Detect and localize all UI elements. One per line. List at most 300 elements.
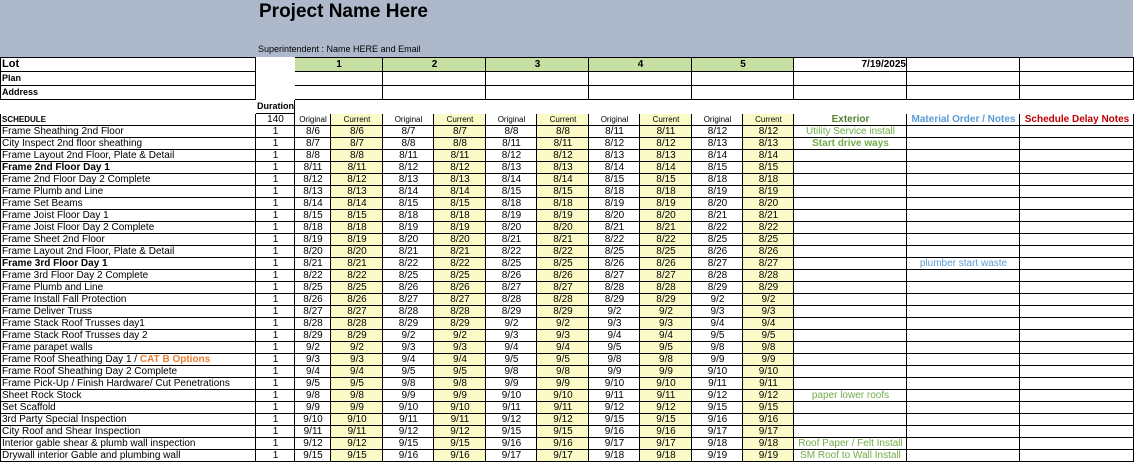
current-date-cell[interactable]: 9/17	[743, 426, 794, 438]
lot-4[interactable]: 4	[589, 58, 692, 72]
duration-cell[interactable]: 1	[256, 438, 295, 450]
original-date-cell[interactable]: 9/16	[383, 450, 434, 462]
duration-cell[interactable]: 1	[256, 294, 295, 306]
current-date-cell[interactable]: 8/19	[640, 198, 692, 210]
exterior-note[interactable]	[794, 318, 907, 330]
duration-cell[interactable]: 1	[256, 402, 295, 414]
exterior-note[interactable]	[794, 306, 907, 318]
delay-note[interactable]	[1020, 198, 1134, 210]
material-note[interactable]	[907, 318, 1020, 330]
original-date-cell[interactable]: 8/11	[589, 126, 640, 138]
task-name[interactable]	[1, 426, 256, 438]
current-date-cell[interactable]: 8/12	[434, 162, 486, 174]
lot-3[interactable]: 3	[486, 58, 589, 72]
original-date-cell[interactable]: 8/13	[383, 174, 434, 186]
original-date-cell[interactable]: 8/28	[589, 282, 640, 294]
current-date-cell[interactable]: 8/13	[537, 162, 589, 174]
original-date-cell[interactable]: 9/10	[383, 402, 434, 414]
original-date-cell[interactable]: 8/18	[692, 174, 743, 186]
task-name[interactable]	[1, 198, 256, 210]
current-date-cell[interactable]: 8/21	[434, 246, 486, 258]
current-date-cell[interactable]: 8/11	[434, 150, 486, 162]
original-date-cell[interactable]: 9/10	[692, 366, 743, 378]
current-date-cell[interactable]: 8/12	[331, 174, 383, 186]
original-date-cell[interactable]: 9/18	[692, 438, 743, 450]
original-date-cell[interactable]: 8/29	[692, 282, 743, 294]
current-date-cell[interactable]: 9/8	[640, 354, 692, 366]
original-date-cell[interactable]: 8/22	[589, 234, 640, 246]
exterior-note[interactable]	[794, 270, 907, 282]
delay-note[interactable]	[1020, 426, 1134, 438]
original-date-cell[interactable]: 8/22	[295, 270, 331, 282]
exterior-note[interactable]	[794, 342, 907, 354]
original-date-cell[interactable]: 8/18	[383, 210, 434, 222]
exterior-note[interactable]	[794, 186, 907, 198]
exterior-note[interactable]	[794, 222, 907, 234]
delay-note[interactable]	[1020, 258, 1134, 270]
original-date-cell[interactable]: 8/19	[692, 186, 743, 198]
current-date-cell[interactable]: 9/4	[434, 354, 486, 366]
current-col-header[interactable]: Current	[434, 114, 486, 126]
duration-cell[interactable]: 1	[256, 450, 295, 462]
current-date-cell[interactable]: 9/2	[743, 294, 794, 306]
task-name[interactable]	[1, 282, 256, 294]
current-date-cell[interactable]: 8/28	[434, 306, 486, 318]
original-date-cell[interactable]: 9/19	[692, 450, 743, 462]
exterior-note[interactable]	[794, 258, 907, 270]
material-note[interactable]	[907, 414, 1020, 426]
original-date-cell[interactable]: 9/9	[692, 354, 743, 366]
exterior-note[interactable]	[794, 174, 907, 186]
current-date-cell[interactable]: 8/20	[434, 234, 486, 246]
duration-cell[interactable]: 1	[256, 366, 295, 378]
exterior-note[interactable]: Utility Service install	[794, 126, 907, 138]
current-date-cell[interactable]: 8/27	[537, 282, 589, 294]
delay-note[interactable]	[1020, 402, 1134, 414]
task-name[interactable]	[1, 294, 256, 306]
original-date-cell[interactable]: 8/14	[692, 150, 743, 162]
original-date-cell[interactable]: 9/8	[486, 366, 537, 378]
original-date-cell[interactable]: 8/8	[486, 126, 537, 138]
current-date-cell[interactable]: 8/19	[434, 222, 486, 234]
current-date-cell[interactable]: 8/14	[743, 150, 794, 162]
task-name[interactable]	[1, 150, 256, 162]
material-note[interactable]	[907, 342, 1020, 354]
original-date-cell[interactable]: 9/9	[295, 402, 331, 414]
original-col-header[interactable]: Original	[589, 114, 640, 126]
duration-cell[interactable]: 1	[256, 138, 295, 150]
current-date-cell[interactable]: 8/18	[331, 222, 383, 234]
original-date-cell[interactable]: 8/22	[486, 246, 537, 258]
current-date-cell[interactable]: 8/7	[331, 138, 383, 150]
current-date-cell[interactable]: 8/25	[434, 270, 486, 282]
exterior-note[interactable]: paper lower roofs	[794, 390, 907, 402]
lot-5[interactable]: 5	[692, 58, 794, 72]
exterior-note[interactable]	[794, 378, 907, 390]
current-date-cell[interactable]: 8/11	[640, 126, 692, 138]
current-date-cell[interactable]: 9/5	[434, 366, 486, 378]
current-date-cell[interactable]: 8/22	[743, 222, 794, 234]
current-date-cell[interactable]: 8/15	[743, 162, 794, 174]
original-date-cell[interactable]: 9/17	[486, 450, 537, 462]
current-date-cell[interactable]: 8/14	[640, 162, 692, 174]
original-date-cell[interactable]: 9/11	[295, 426, 331, 438]
delay-note[interactable]	[1020, 438, 1134, 450]
exterior-col-header[interactable]: Exterior	[794, 114, 907, 126]
current-date-cell[interactable]: 9/10	[434, 402, 486, 414]
original-date-cell[interactable]: 9/12	[383, 426, 434, 438]
original-date-cell[interactable]: 8/19	[486, 210, 537, 222]
current-date-cell[interactable]: 9/10	[640, 378, 692, 390]
current-date-cell[interactable]: 9/2	[640, 306, 692, 318]
exterior-note[interactable]	[794, 354, 907, 366]
original-date-cell[interactable]: 8/20	[692, 198, 743, 210]
current-date-cell[interactable]: 8/14	[434, 186, 486, 198]
current-date-cell[interactable]: 8/27	[743, 258, 794, 270]
duration-cell[interactable]: 1	[256, 426, 295, 438]
original-col-header[interactable]: Original	[486, 114, 537, 126]
original-date-cell[interactable]: 8/21	[692, 210, 743, 222]
delay-note[interactable]	[1020, 210, 1134, 222]
original-date-cell[interactable]: 9/2	[589, 306, 640, 318]
current-date-cell[interactable]: 9/12	[434, 426, 486, 438]
lot-label[interactable]: Lot	[1, 58, 256, 72]
current-date-cell[interactable]: 8/8	[537, 126, 589, 138]
current-date-cell[interactable]: 8/14	[537, 174, 589, 186]
material-note[interactable]	[907, 366, 1020, 378]
current-date-cell[interactable]: 9/8	[537, 366, 589, 378]
task-name[interactable]	[1, 414, 256, 426]
original-date-cell[interactable]: 8/13	[589, 150, 640, 162]
lot-2[interactable]: 2	[383, 58, 486, 72]
original-date-cell[interactable]: 8/22	[692, 222, 743, 234]
current-date-cell[interactable]: 9/8	[434, 378, 486, 390]
task-name[interactable]	[1, 354, 256, 366]
current-date-cell[interactable]: 9/15	[743, 402, 794, 414]
current-date-cell[interactable]: 8/26	[434, 282, 486, 294]
original-date-cell[interactable]: 8/19	[295, 234, 331, 246]
material-note[interactable]	[907, 390, 1020, 402]
delay-note[interactable]	[1020, 186, 1134, 198]
original-date-cell[interactable]: 8/29	[295, 330, 331, 342]
original-date-cell[interactable]: 8/26	[486, 270, 537, 282]
original-date-cell[interactable]: 9/8	[295, 390, 331, 402]
task-name[interactable]	[1, 234, 256, 246]
duration-cell[interactable]: 1	[256, 174, 295, 186]
delay-note[interactable]	[1020, 126, 1134, 138]
current-date-cell[interactable]: 8/12	[640, 138, 692, 150]
original-date-cell[interactable]: 9/2	[692, 294, 743, 306]
duration-cell[interactable]: 1	[256, 270, 295, 282]
current-date-cell[interactable]: 9/18	[743, 438, 794, 450]
exterior-note[interactable]: Roof Paper / Felt Install	[794, 438, 907, 450]
original-date-cell[interactable]: 8/7	[383, 126, 434, 138]
current-date-cell[interactable]: 8/28	[537, 294, 589, 306]
original-date-cell[interactable]: 9/8	[383, 378, 434, 390]
material-note[interactable]	[907, 438, 1020, 450]
original-date-cell[interactable]: 8/25	[295, 282, 331, 294]
original-date-cell[interactable]: 8/11	[295, 162, 331, 174]
current-date-cell[interactable]: 9/12	[537, 414, 589, 426]
current-date-cell[interactable]: 8/19	[331, 234, 383, 246]
lot-1[interactable]: 1	[295, 58, 383, 72]
current-date-cell[interactable]: 9/2	[331, 342, 383, 354]
current-date-cell[interactable]: 9/5	[331, 378, 383, 390]
original-date-cell[interactable]: 8/21	[589, 222, 640, 234]
original-date-cell[interactable]: 9/5	[383, 366, 434, 378]
original-date-cell[interactable]: 8/7	[295, 138, 331, 150]
current-date-cell[interactable]: 9/19	[743, 450, 794, 462]
duration-cell[interactable]: 1	[256, 198, 295, 210]
original-date-cell[interactable]: 8/14	[589, 162, 640, 174]
current-date-cell[interactable]: 8/22	[640, 234, 692, 246]
current-date-cell[interactable]: 8/20	[537, 222, 589, 234]
exterior-note[interactable]	[794, 414, 907, 426]
delay-note[interactable]	[1020, 318, 1134, 330]
current-date-cell[interactable]: 8/19	[743, 186, 794, 198]
exterior-note[interactable]	[794, 294, 907, 306]
material-note[interactable]	[907, 378, 1020, 390]
current-date-cell[interactable]: 9/12	[743, 390, 794, 402]
material-note[interactable]	[907, 234, 1020, 246]
current-date-cell[interactable]: 9/16	[640, 426, 692, 438]
delay-note[interactable]	[1020, 306, 1134, 318]
original-date-cell[interactable]: 8/27	[589, 270, 640, 282]
current-date-cell[interactable]: 8/20	[743, 198, 794, 210]
current-date-cell[interactable]: 8/26	[331, 294, 383, 306]
task-name[interactable]	[1, 126, 256, 138]
current-date-cell[interactable]: 8/20	[640, 210, 692, 222]
current-col-header[interactable]: Current	[331, 114, 383, 126]
delay-note[interactable]	[1020, 342, 1134, 354]
current-date-cell[interactable]: 8/7	[434, 126, 486, 138]
task-name[interactable]	[1, 378, 256, 390]
current-date-cell[interactable]: 8/22	[331, 270, 383, 282]
current-date-cell[interactable]: 9/10	[743, 366, 794, 378]
task-name[interactable]	[1, 162, 256, 174]
original-date-cell[interactable]: 8/28	[383, 306, 434, 318]
current-date-cell[interactable]: 8/6	[331, 126, 383, 138]
current-date-cell[interactable]: 8/21	[537, 234, 589, 246]
original-date-cell[interactable]: 9/12	[692, 390, 743, 402]
delay-note[interactable]	[1020, 270, 1134, 282]
task-name[interactable]	[1, 450, 256, 462]
material-note[interactable]	[907, 282, 1020, 294]
original-date-cell[interactable]: 8/12	[383, 162, 434, 174]
current-date-cell[interactable]: 9/4	[331, 366, 383, 378]
duration-cell[interactable]: 1	[256, 162, 295, 174]
current-col-header[interactable]: Current	[537, 114, 589, 126]
original-date-cell[interactable]: 8/27	[692, 258, 743, 270]
delay-note[interactable]	[1020, 222, 1134, 234]
original-date-cell[interactable]: 8/12	[295, 174, 331, 186]
material-note[interactable]	[907, 354, 1020, 366]
original-col-header[interactable]: Original	[295, 114, 331, 126]
current-date-cell[interactable]: 8/21	[331, 258, 383, 270]
original-date-cell[interactable]: 9/4	[486, 342, 537, 354]
material-note[interactable]	[907, 246, 1020, 258]
original-date-cell[interactable]: 8/18	[295, 222, 331, 234]
original-date-cell[interactable]: 8/19	[383, 222, 434, 234]
duration-cell[interactable]: 1	[256, 258, 295, 270]
original-date-cell[interactable]: 8/15	[486, 186, 537, 198]
original-date-cell[interactable]: 9/3	[589, 318, 640, 330]
task-name[interactable]	[1, 246, 256, 258]
current-date-cell[interactable]: 8/12	[743, 126, 794, 138]
current-date-cell[interactable]: 8/13	[434, 174, 486, 186]
original-date-cell[interactable]: 8/6	[295, 126, 331, 138]
original-date-cell[interactable]: 8/15	[295, 210, 331, 222]
delay-note[interactable]	[1020, 330, 1134, 342]
current-date-cell[interactable]: 8/12	[537, 150, 589, 162]
original-date-cell[interactable]: 8/25	[589, 246, 640, 258]
material-note[interactable]	[907, 450, 1020, 462]
delay-note[interactable]	[1020, 450, 1134, 462]
original-date-cell[interactable]: 9/4	[692, 318, 743, 330]
current-date-cell[interactable]: 8/29	[743, 282, 794, 294]
original-date-cell[interactable]: 9/12	[295, 438, 331, 450]
material-note[interactable]	[907, 330, 1020, 342]
current-date-cell[interactable]: 9/5	[743, 330, 794, 342]
current-date-cell[interactable]: 9/11	[331, 426, 383, 438]
original-date-cell[interactable]: 8/26	[589, 258, 640, 270]
original-date-cell[interactable]: 9/4	[383, 354, 434, 366]
original-date-cell[interactable]: 8/11	[486, 138, 537, 150]
original-date-cell[interactable]: 9/8	[692, 342, 743, 354]
exterior-note[interactable]: SM Roof to Wall Install	[794, 450, 907, 462]
superintendent-line[interactable]: Superintendent : Name HERE and Email	[258, 44, 421, 54]
original-date-cell[interactable]: 8/20	[486, 222, 537, 234]
current-date-cell[interactable]: 8/29	[434, 318, 486, 330]
current-date-cell[interactable]: 9/12	[331, 438, 383, 450]
current-date-cell[interactable]: 8/18	[537, 198, 589, 210]
current-date-cell[interactable]: 8/18	[743, 174, 794, 186]
original-date-cell[interactable]: 8/29	[383, 318, 434, 330]
current-date-cell[interactable]: 8/29	[537, 306, 589, 318]
current-date-cell[interactable]: 8/28	[743, 270, 794, 282]
material-note[interactable]	[907, 294, 1020, 306]
material-note[interactable]	[907, 306, 1020, 318]
current-date-cell[interactable]: 9/16	[537, 438, 589, 450]
task-name[interactable]	[1, 366, 256, 378]
original-date-cell[interactable]: 8/25	[692, 234, 743, 246]
delay-note[interactable]	[1020, 162, 1134, 174]
original-date-cell[interactable]: 9/10	[589, 378, 640, 390]
original-date-cell[interactable]: 9/12	[486, 414, 537, 426]
original-date-cell[interactable]: 9/17	[589, 438, 640, 450]
current-date-cell[interactable]: 8/26	[537, 270, 589, 282]
current-date-cell[interactable]: 8/19	[537, 210, 589, 222]
original-date-cell[interactable]: 9/2	[295, 342, 331, 354]
current-date-cell[interactable]: 9/3	[331, 354, 383, 366]
current-date-cell[interactable]: 8/13	[640, 150, 692, 162]
exterior-note[interactable]	[794, 150, 907, 162]
current-date-cell[interactable]: 9/16	[743, 414, 794, 426]
original-col-header[interactable]: Original	[383, 114, 434, 126]
original-date-cell[interactable]: 8/12	[486, 150, 537, 162]
delay-note[interactable]	[1020, 138, 1134, 150]
current-date-cell[interactable]: 9/15	[537, 426, 589, 438]
delay-note[interactable]	[1020, 354, 1134, 366]
delay-note[interactable]	[1020, 246, 1134, 258]
original-date-cell[interactable]: 9/10	[295, 414, 331, 426]
current-date-cell[interactable]: 8/8	[331, 150, 383, 162]
material-note[interactable]: plumber start waste	[907, 258, 1020, 270]
original-date-cell[interactable]: 9/11	[486, 402, 537, 414]
original-date-cell[interactable]: 9/4	[295, 366, 331, 378]
original-date-cell[interactable]: 8/20	[295, 246, 331, 258]
delay-note[interactable]	[1020, 390, 1134, 402]
current-date-cell[interactable]: 9/9	[434, 390, 486, 402]
current-date-cell[interactable]: 9/9	[743, 354, 794, 366]
duration-cell[interactable]: 1	[256, 222, 295, 234]
current-date-cell[interactable]: 8/22	[537, 246, 589, 258]
duration-cell[interactable]: 1	[256, 150, 295, 162]
exterior-note[interactable]	[794, 366, 907, 378]
delay-note[interactable]	[1020, 366, 1134, 378]
task-name[interactable]	[1, 222, 256, 234]
exterior-note[interactable]: Start drive ways	[794, 138, 907, 150]
project-title[interactable]: Project Name Here	[259, 1, 428, 22]
current-date-cell[interactable]: 8/29	[331, 330, 383, 342]
original-date-cell[interactable]: 8/21	[486, 234, 537, 246]
current-date-cell[interactable]: 8/26	[640, 258, 692, 270]
duration-cell[interactable]: 1	[256, 318, 295, 330]
task-name[interactable]	[1, 270, 256, 282]
exterior-note[interactable]	[794, 234, 907, 246]
current-date-cell[interactable]: 9/9	[331, 402, 383, 414]
task-name[interactable]	[1, 138, 256, 150]
original-date-cell[interactable]: 8/20	[383, 234, 434, 246]
original-date-cell[interactable]: 8/29	[486, 306, 537, 318]
material-note[interactable]	[907, 138, 1020, 150]
original-date-cell[interactable]: 8/13	[692, 138, 743, 150]
task-name[interactable]	[1, 330, 256, 342]
original-date-cell[interactable]: 8/8	[295, 150, 331, 162]
current-date-cell[interactable]: 8/11	[331, 162, 383, 174]
delay-note[interactable]	[1020, 174, 1134, 186]
current-date-cell[interactable]: 9/5	[537, 354, 589, 366]
original-date-cell[interactable]: 9/15	[295, 450, 331, 462]
original-date-cell[interactable]: 8/22	[383, 258, 434, 270]
current-date-cell[interactable]: 8/25	[743, 234, 794, 246]
exterior-note[interactable]	[794, 198, 907, 210]
original-date-cell[interactable]: 8/11	[383, 150, 434, 162]
duration-cell[interactable]: 1	[256, 282, 295, 294]
original-date-cell[interactable]: 9/16	[486, 438, 537, 450]
original-date-cell[interactable]: 9/3	[383, 342, 434, 354]
delay-col-header[interactable]: Schedule Delay Notes	[1020, 114, 1134, 126]
current-date-cell[interactable]: 8/18	[434, 210, 486, 222]
current-date-cell[interactable]: 8/25	[537, 258, 589, 270]
current-date-cell[interactable]: 9/4	[640, 330, 692, 342]
total-duration[interactable]: 140	[256, 114, 295, 126]
current-date-cell[interactable]: 9/11	[434, 414, 486, 426]
delay-note[interactable]	[1020, 294, 1134, 306]
task-name[interactable]	[1, 186, 256, 198]
original-date-cell[interactable]: 9/4	[589, 330, 640, 342]
original-date-cell[interactable]: 9/12	[589, 402, 640, 414]
task-name[interactable]	[1, 390, 256, 402]
current-date-cell[interactable]: 9/4	[743, 318, 794, 330]
current-date-cell[interactable]: 9/4	[537, 342, 589, 354]
current-date-cell[interactable]: 9/10	[537, 390, 589, 402]
current-date-cell[interactable]: 8/29	[640, 294, 692, 306]
current-date-cell[interactable]: 9/12	[640, 402, 692, 414]
original-date-cell[interactable]: 9/16	[589, 426, 640, 438]
original-date-cell[interactable]: 9/2	[486, 318, 537, 330]
original-date-cell[interactable]: 8/15	[589, 174, 640, 186]
